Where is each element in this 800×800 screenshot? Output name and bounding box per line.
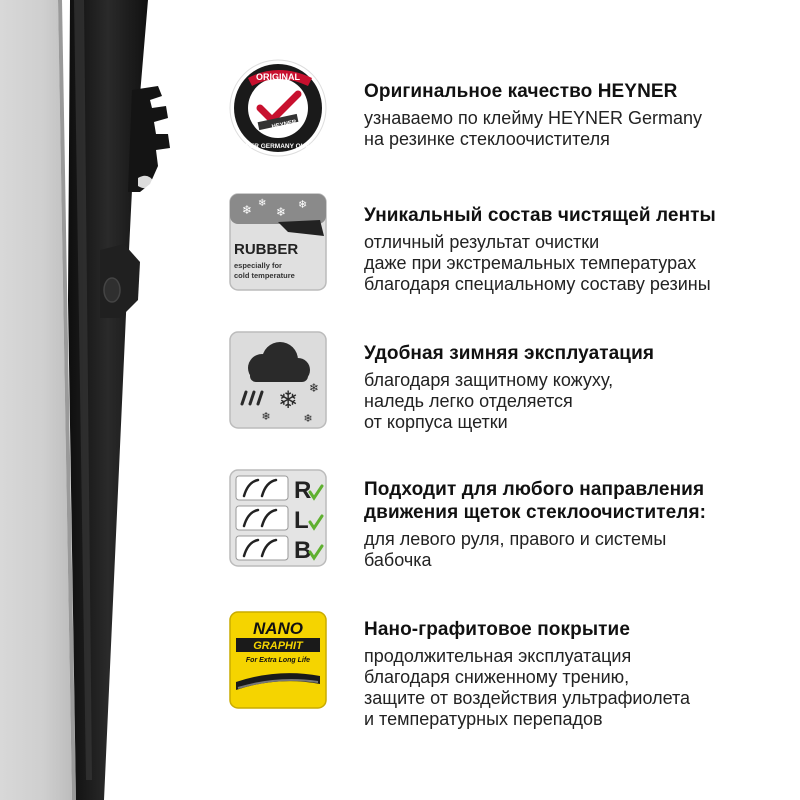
rubber-compound-icon [228, 192, 328, 292]
feature-title-line: Уникальный состав чистящей ленты [364, 205, 716, 226]
snowflake-icon: ❄ [261, 411, 271, 423]
direction-letter-r: R [294, 477, 312, 504]
feature-title [364, 80, 794, 103]
feature-description-line: даже при экстремальных температурах [364, 253, 697, 273]
feature-description-line: отличный результат очистки [364, 232, 600, 252]
feature-title-line: Подходит для любого направления [364, 479, 705, 500]
direction-letter-l: L [294, 507, 309, 534]
feature-title-line: Оригинальное качество HEYNER [364, 81, 678, 102]
winter-cloud-snow-icon [228, 330, 328, 430]
seal-ring-text: HEYNER GERMANY QUALITY [231, 143, 325, 150]
feature-description [364, 529, 794, 571]
nano-graphit-icon [228, 610, 328, 710]
feature-original-quality [228, 58, 788, 158]
feature-nano-graphit [228, 610, 788, 729]
seal-brand-text: HEYNER [271, 119, 298, 131]
rubber-sub-label: cold temperature [234, 271, 295, 280]
feature-description [364, 108, 794, 150]
heyner-quality-seal-icon [228, 58, 328, 158]
nano-label: NANO [252, 619, 304, 638]
feature-description [364, 232, 794, 295]
wiper-direction-rlb-icon [228, 468, 328, 568]
feature-description-line: благодаря защитному кожуху, [364, 370, 614, 390]
feature-description-line: благодаря сниженному трению, [364, 667, 630, 687]
direction-letter-b: B [294, 537, 312, 564]
feature-description [364, 646, 794, 730]
feature-description [364, 370, 794, 433]
feature-rubber-compound [228, 192, 788, 292]
feature-wiper-direction [228, 468, 788, 568]
feature-description-line: продолжительная эксплуатация [364, 646, 632, 666]
feature-title-line: движения щеток стеклоочистителя: [364, 502, 707, 523]
snowflake-icon: ❄ [242, 203, 253, 217]
feature-title [364, 342, 794, 365]
snowflake-icon: ❄ [303, 413, 313, 425]
feature-description-line: бабочка [364, 550, 432, 570]
feature-description-line: и температурных перепадов [364, 709, 603, 729]
feature-description-line: благодаря специальному составу резины [364, 274, 711, 294]
wiper-blade-photo [0, 0, 200, 800]
snowflake-icon: ❄ [276, 205, 287, 219]
rubber-sub-label: especially for [234, 261, 282, 270]
snowflake-icon: ❄ [298, 199, 308, 211]
rubber-label: RUBBER [234, 241, 299, 258]
feature-title [364, 204, 794, 227]
snowflake-icon: ❄ [308, 381, 320, 395]
feature-title [364, 618, 794, 641]
feature-title [364, 478, 794, 524]
nano-tagline: For Extra Long Life [245, 657, 311, 664]
seal-top-text: ORIGINAL [256, 72, 300, 82]
feature-description-line: для левого руля, правого и системы [364, 529, 667, 549]
feature-winter-use [228, 330, 788, 430]
feature-description-line: на резинке стеклоочистителя [364, 129, 610, 149]
feature-title-line: Удобная зимняя эксплуатация [364, 343, 655, 364]
feature-description-line: узнаваемо по клейму HEYNER Germany [364, 108, 702, 128]
snowflake-icon: ❄ [277, 387, 299, 414]
feature-description-line: от корпуса щетки [364, 412, 508, 432]
feature-description-line: наледь легко отделяется [364, 391, 573, 411]
graphit-label: GRAPHIT [253, 640, 303, 652]
feature-description-line: защите от воздействия ультрафиолета [364, 688, 691, 708]
feature-title-line: Нано-графитовое покрытие [364, 619, 631, 640]
snowflake-icon: ❄ [258, 198, 267, 209]
